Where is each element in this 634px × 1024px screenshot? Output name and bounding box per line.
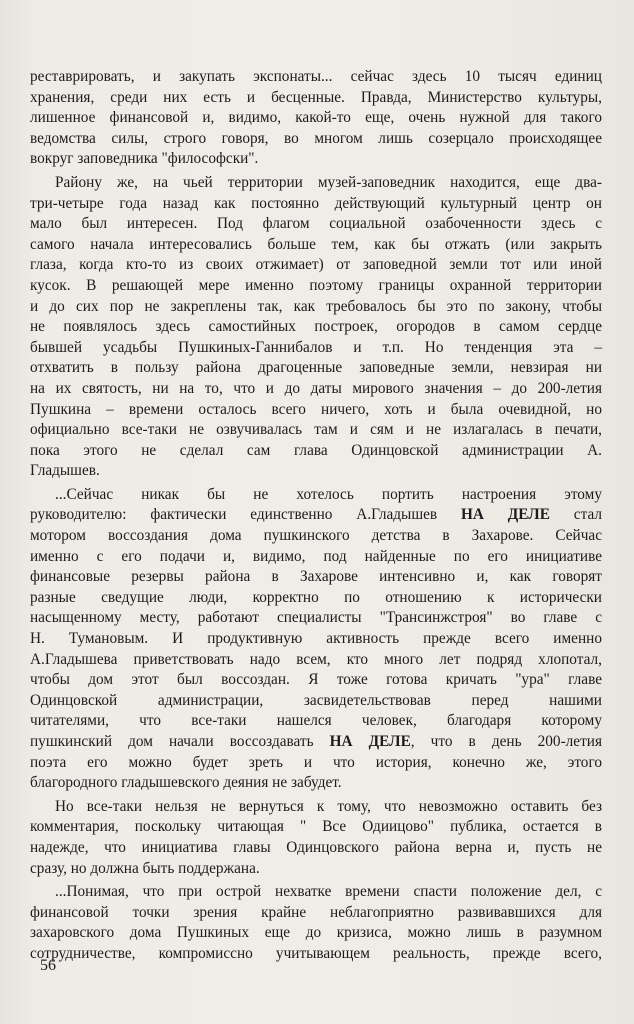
text-line: финансовой точки зрения крайне неблагоприятно развивавшихся для	[30, 903, 602, 921]
text-line: захаровского дома Пушкиных еще до кризиса, можно лишь в разумном	[30, 924, 602, 942]
text-line-with-emphasis	[30, 505, 602, 526]
text-line: пока этого не сделал сам глава Одинцовской администрации А.	[30, 441, 602, 459]
text-line: кусок. В решающей мере именно поэтому границы охранной территории	[30, 276, 602, 294]
text-line: сотрудничестве, компромиссно учитывающем реальность, прежде всего,	[30, 944, 602, 962]
text-line: чтобы дом этот был воссоздан. Я тоже готова кричать "ура" главе	[30, 671, 602, 689]
bold-emphasis: НА ДЕЛЕ	[460, 506, 550, 524]
text-line: финансовые резервы района в Захарове интенсивно и, как говорят	[30, 568, 602, 586]
paragraph-4	[30, 797, 602, 879]
text-line: реставрировать, и закупать экспонаты... сейчас здесь 10 тысяч единиц	[30, 68, 602, 85]
text-line: хранения, среди них есть и бесценные. Правда, Министерство культуры,	[30, 88, 602, 106]
text-line: благородного гладышевского деяния не забудет.	[30, 774, 342, 792]
text-line: на их святость, ни на то, что и до даты мирового значения – до 200-летия	[30, 379, 602, 397]
text-line: ...Сейчас никак бы не хотелось портить настроения этому	[55, 485, 602, 503]
text-line: А.Гладышева приветствовать надо всем, кто много лет подряд хлопотал,	[30, 650, 602, 668]
text-line: отхватить в пользу района драгоценные заповедные земли, невзирая ни	[30, 359, 602, 377]
text-line: глаза, когда кто-то из своих отжимает) от заповедной земли тот или иной	[30, 256, 602, 274]
text-line: сразу, но должна быть поддержана.	[30, 859, 260, 877]
text-line: Но все-таки нельзя не вернуться к тому, что невозможно оставить без	[55, 797, 602, 815]
text-segment: руководителю: фактически единственно А.Гладышев	[30, 506, 461, 524]
text-segment: , что в день 200-летия	[410, 733, 603, 750]
text-line: читателями, что все-таки нашелся человек, благодаря которому	[30, 712, 602, 730]
text-line: мало был интересен. Под флагом социальной озабоченности здесь с	[30, 215, 602, 233]
text-line: ведомства силы, строго говоря, во многом лишь созерцало происходящее	[30, 129, 602, 147]
paragraph-3	[30, 485, 602, 794]
text-line: самого начала интересовались больше тем, как бы отжать (или закрыть	[30, 235, 602, 253]
text-line: вокруг заповедника "философски".	[30, 150, 259, 168]
text-line: не появлялось здесь самостийных построек, огородов в самом сердце	[30, 318, 602, 336]
paragraph-2	[30, 173, 602, 482]
text-line: и до сих пор не закреплены так, как требовалось бы это по закону, чтобы	[30, 297, 602, 315]
text-line: Гладышев.	[30, 462, 100, 480]
text-line: три-четыре года назад как постоянно действующий культурный центр он	[30, 194, 602, 212]
text-line: Району же, на чьей территории музей-заповедник находится, еще два-	[55, 173, 602, 191]
text-line: Пушкина – времени осталось всего ничего, хоть и была очевидной, но	[30, 400, 602, 418]
text-segment: стал	[549, 506, 602, 524]
text-line: лишенное финансовой и, видимо, какой-то еще, очень нужной для такого	[30, 109, 602, 127]
text-line: разные сведущие люди, корректно по отношению к исторически	[30, 588, 602, 606]
body-text	[30, 67, 602, 968]
text-line: насыщенному месту, работают специалисты "Трансинжстроя" во главе с	[30, 609, 602, 627]
text-segment: пушкинский дом начали воссоздавать	[30, 733, 330, 750]
bold-emphasis: НА ДЕЛЕ	[329, 733, 411, 750]
text-line: бывшей усадьбы Пушкиных-Ганнибалов и т.п. Но тенденция эта –	[30, 338, 602, 356]
text-line-with-emphasis	[30, 732, 602, 753]
text-line: комментария, поскольку читающая " Все Одиицово" публика, остается в	[30, 818, 602, 836]
text-line: Одинцовской администрации, засвидетельствовав перед нашими	[30, 691, 602, 709]
paragraph-1	[30, 67, 602, 170]
text-line: мотором воссоздания дома пушкинского детства в Захарове. Сейчас	[30, 527, 602, 545]
text-line: надежде, что инициатива главы Одинцовского района верна и, пусть не	[30, 838, 602, 856]
paragraph-5	[30, 882, 602, 964]
text-line: официально все-таки не озвучивалась там и сям и не излагалась в печати,	[30, 421, 602, 439]
text-line: ...Понимая, что при острой нехватке времени спасти положение дел, с	[55, 883, 602, 901]
page-number: 56	[40, 957, 56, 974]
text-line: поэта его можно будет зреть и что история, конечно же, этого	[30, 753, 602, 771]
text-line: Н. Тумановым. И продуктивную активность прежде всего именно	[30, 630, 602, 648]
text-line: именно с его подачи и, видимо, под найденные по его инициативе	[30, 547, 602, 565]
